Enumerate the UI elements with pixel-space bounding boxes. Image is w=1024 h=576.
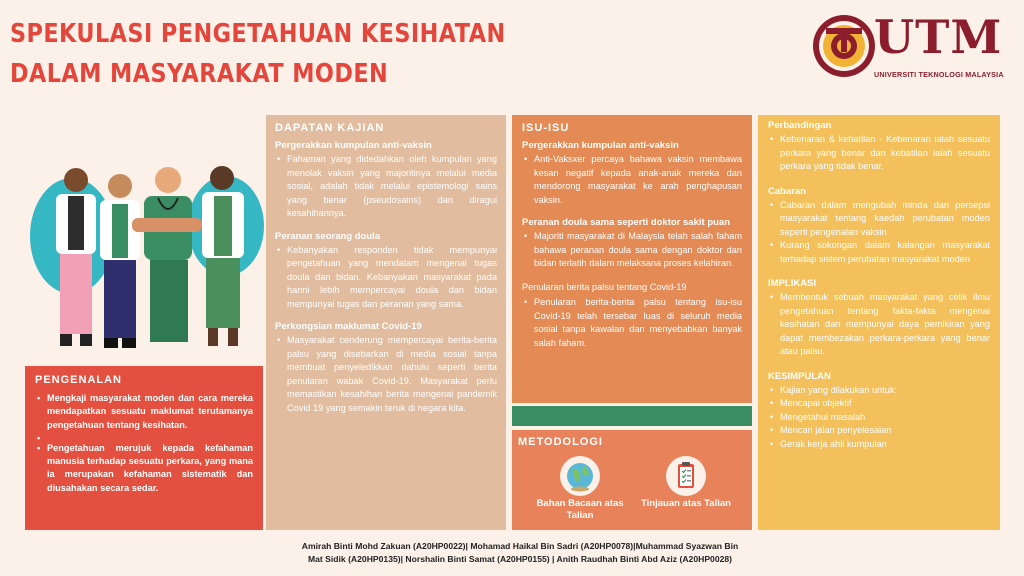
poster-title xyxy=(10,14,506,94)
list-item: • Majoriti masyarakat di Malaysia telah salah faham bahawa peranan doula sama dengan doktor dan bidan terlatih dalam melaksana proses kelahiran. xyxy=(522,230,742,271)
section-title: Peranan seorang doula xyxy=(275,230,381,242)
method-online-survey xyxy=(636,456,736,510)
title-line-2: DALAM MASYARAKAT MODEN xyxy=(10,59,389,89)
section-title: KESIMPULAN xyxy=(768,370,831,382)
section-title: Penularan berita palsu tentang Covid-19 xyxy=(522,281,687,292)
section-title: Cabaran xyxy=(768,185,807,197)
pengenalan-list xyxy=(35,392,253,495)
utm-logo xyxy=(812,12,1012,84)
list-item: • Fahaman yang didedahkan oleh kumpulan yang menolak vaksin yang majoritinya melalui media sosial, adalah tidak melalui epistemologi sains yang benar (pseudosains) dan diragui kesahihannya. xyxy=(275,153,497,221)
authors-footer xyxy=(240,540,800,566)
method-online-reading xyxy=(530,456,630,522)
authors-line-1: Amirah Binti Mohd Zakuan (A20HP0022)| Mohamad Haikal Bin Sadri (A20HP0078)|Muhammad Syazwan Bin xyxy=(301,541,739,551)
list-item: • Penularan berita-berita palsu tentang isu-isu Covid-19 telah tersebar luas di seluruh media sosial tanpa kawalan dan menyebabkan banyak salah faham. xyxy=(522,296,742,350)
spacer xyxy=(35,432,253,442)
isu-isu-panel xyxy=(512,115,752,403)
metodologi-heading: METODOLOGI xyxy=(518,436,603,448)
dapatan-kajian-panel xyxy=(266,115,506,530)
list-item: • Masyarakat cenderung mempercayai berita-berita palsu yang disebarkan di media sosial tanpa membuat penyeledikkan dahulu seperti berita penularan wabak Covid-19. Masyarakat perlu memastikan kesahihan berita mengenai pandemik Covid 19 yang semakin teruk di negara kita. xyxy=(275,334,497,415)
health-workers-illustration xyxy=(26,156,266,368)
list-item: • Kurang sokongan dalam kalangan masyarakat terhadap sistem perubatan masyarakat moden xyxy=(768,239,990,266)
section-title: Perkongsian maklumat Covid-19 xyxy=(275,321,422,332)
doctor-figure-1 xyxy=(56,168,96,346)
utm-subtitle: UNIVERSITI TEKNOLOGI MALAYSIA xyxy=(874,70,1004,79)
section-title: Pergerakkan kumpulan anti-vaksin xyxy=(522,140,679,151)
pengenalan-heading: PENGENALAN xyxy=(35,374,123,386)
authors-line-2: Mat Sidik (A20HP0135)| Norshalin Binti Samat (A20HP0155) | Anith Raudhah Binti Abd Aziz (A20HP0028) xyxy=(307,554,733,564)
list-item: • Cabaran dalam mengubah minda dan persepsi masyarakat tentang kaedah perubatan moden seperti pengenalan vaksin xyxy=(768,199,990,240)
list-item: • Mencari jalan penyelesaian xyxy=(768,424,990,438)
section-title: IMPLIKASI xyxy=(768,278,817,289)
pengenalan-panel xyxy=(25,366,263,530)
perbandingan-panel xyxy=(758,115,1000,530)
doctor-figure-2 xyxy=(100,174,140,348)
nurse-figure xyxy=(132,167,202,342)
list-item: • Kebanyakan responden tidak mempunyai pengetahuan yang mendalam mengenai tugas doula dan bidan. Kebanyakan masyarakat pada harini lebih mempercayai doula dan bidan mempunyai tugas dan peranan yang sama. xyxy=(275,244,497,312)
title-line-1: SPEKULASI PENGETAHUAN KESIHATAN xyxy=(10,19,506,49)
green-divider-bar xyxy=(512,406,752,426)
utm-wordmark: UTM xyxy=(874,10,1003,64)
clipboard-checklist-icon xyxy=(666,456,706,496)
list-item: • Membentuk sebuah masyarakat yang celik ilmu pengetahuan tentang fakta-fakta mengenai kesihatan dan mempunyai daya pemikiran yang dapat membezakan perkara-perkara yang benar atau palsu. xyxy=(768,291,990,359)
dapatan-heading: DAPATAN KAJIAN xyxy=(275,122,385,134)
list-item: • Mengetahui masalah xyxy=(768,411,990,425)
list-item: • Kebenaran & kebatilan - Kebenaran ialah sesuatu perkara yang benar dan kebatilan ialah sesuatu perkara yang tidak benar. xyxy=(768,133,990,174)
list-item: • Mencapai objektif xyxy=(768,397,990,411)
list-item: • Mengkaji masyarakat moden dan cara mereka mendapatkan sesuatu maklumat terutamanya pengetahuan tentang kesihatan. xyxy=(35,392,253,432)
doctor-figure-4 xyxy=(202,166,244,346)
section-title: Perbandingan xyxy=(768,120,832,131)
isu-heading: ISU-ISU xyxy=(522,122,570,134)
section-title: Peranan doula sama seperti doktor sakit puan xyxy=(522,217,731,228)
metodologi-panel xyxy=(512,430,752,530)
section-title: Pergerakkan kumpulan anti-vaksin xyxy=(275,140,432,151)
method-label: Tinjauan atas Talian xyxy=(641,498,731,509)
list-item: • Kajian yang dilakukan untuk: xyxy=(768,384,990,398)
globe-icon xyxy=(560,456,600,496)
method-label: Bahan Bacaan atas Talian xyxy=(536,498,624,521)
list-item: • Pengetahuan merujuk kepada kefahaman manusia terhadap sesuatu perkara, yang mana ia merupakan kefahaman sistematik dan diusahakan secara sedar. xyxy=(35,442,253,495)
utm-seal-icon xyxy=(812,14,876,78)
list-item: • Gerak kerja ahli kumpulan xyxy=(768,438,990,452)
list-item: • Anti-Vaksxer percaya bahawa vaksin membawa kesan negatif kepada anak-anak mereka dan mendorong masyarakat ke arah penghapusan vaksin. xyxy=(522,153,742,207)
